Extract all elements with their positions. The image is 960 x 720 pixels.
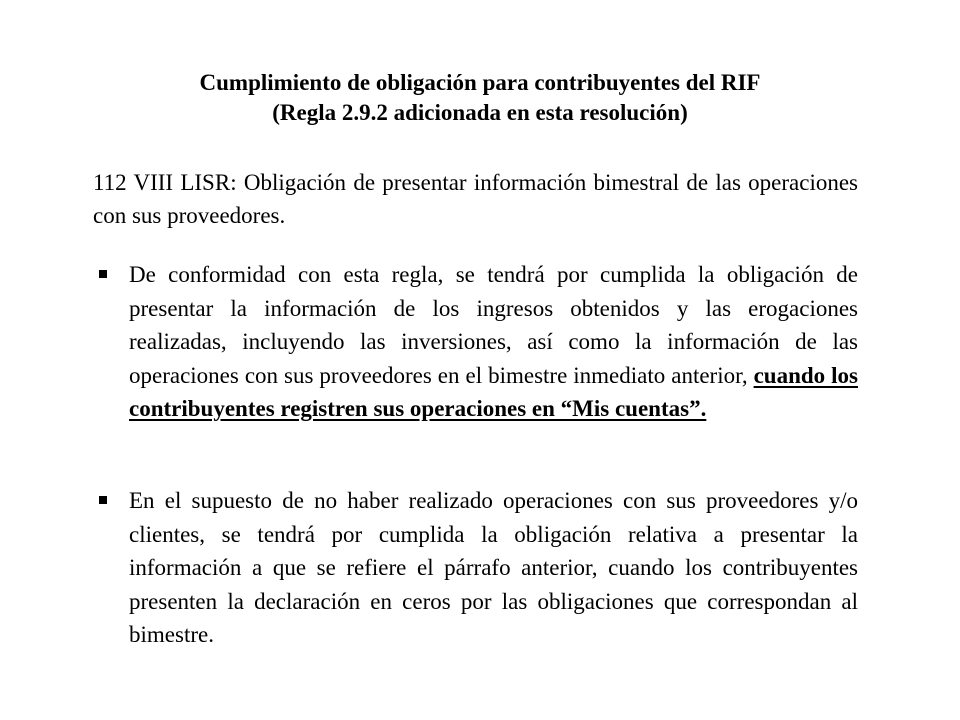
bullet-item-2	[93, 484, 858, 652]
bullet-1-emphasis: cuando los contribuyentes registren sus operaciones en “Mis cuentas”.	[129, 362, 858, 421]
title-line-1: Cumplimiento de obligación para contribuyentes del RIF	[199, 70, 761, 95]
bullet-item-1	[93, 258, 858, 426]
bullet-1-text: De conformidad con esta regla, se tendrá por cumplida la obligación de presentar la información de los ingresos obtenidos y las erogaciones realizadas, incluyendo las inversiones, así como la información de las operaciones con sus proveedores en el bimestre inmediato anterior,	[129, 262, 858, 388]
bullet-text-1	[129, 258, 858, 426]
title-line-2: (Regla 2.9.2 adicionada en esta resolución)	[272, 100, 688, 125]
bullet-text-2: En el supuesto de no haber realizado operaciones con sus proveedores y/o clientes, se tendrá por cumplida la obligación relativa a presentar la información a que se refiere el párrafo anterior, cuando los contribuyentes presenten la declaración en ceros por las obligaciones que correspondan al bimestre.	[129, 488, 858, 647]
intro-paragraph: 112 VIII LISR: Obligación de presentar información bimestral de las operaciones con sus proveedores.	[93, 170, 858, 228]
square-bullet-icon	[99, 496, 107, 504]
slide-title	[0, 68, 960, 128]
square-bullet-icon	[99, 270, 107, 278]
